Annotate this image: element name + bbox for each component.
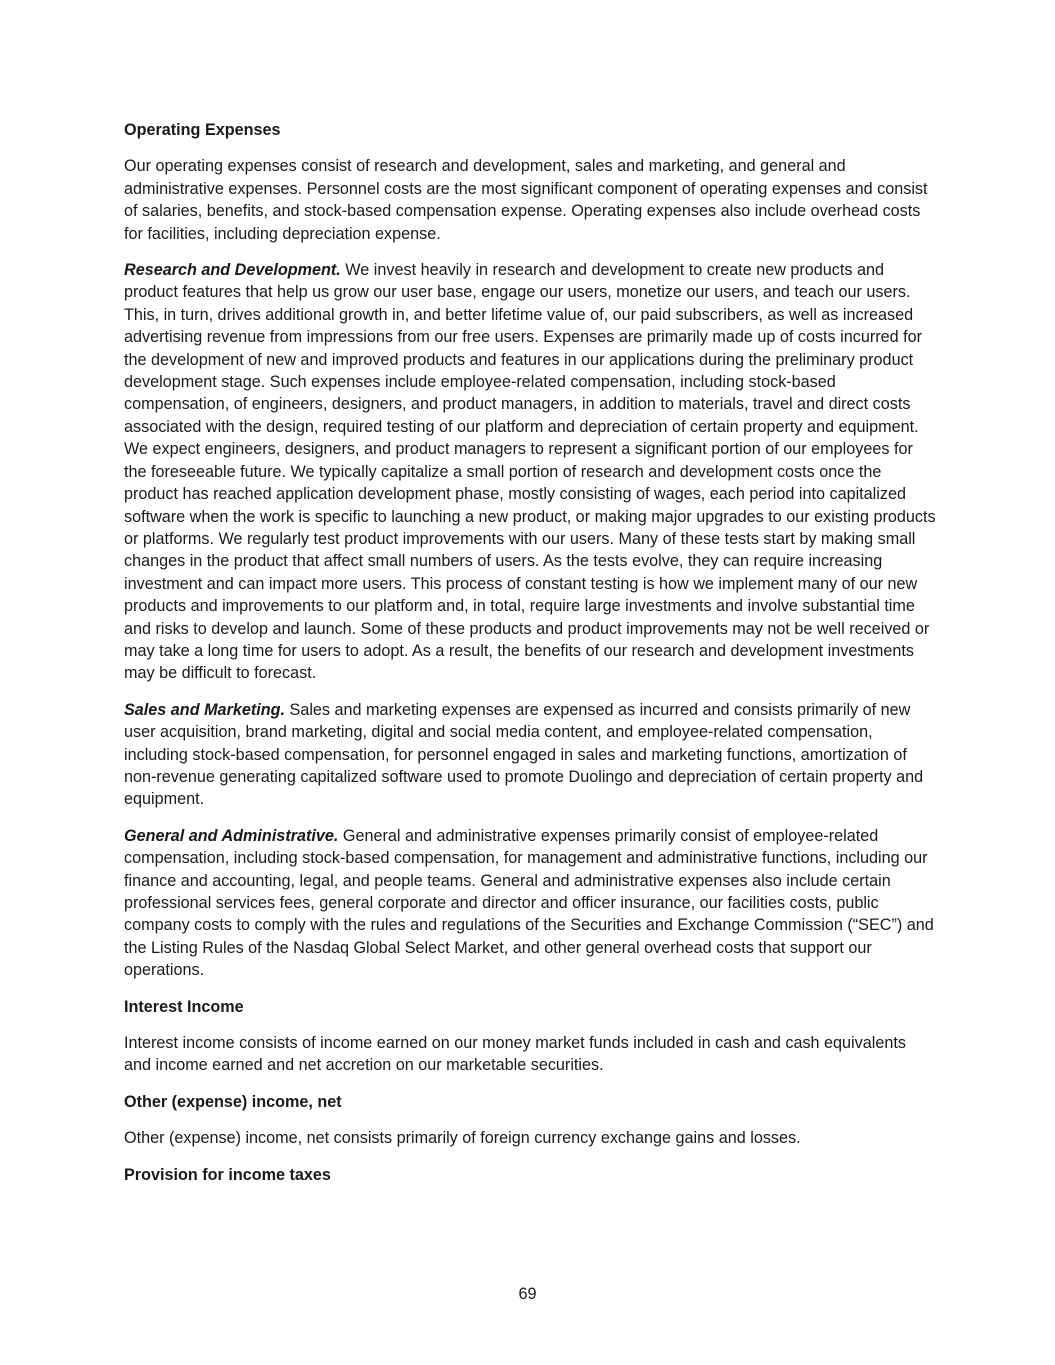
interest-income-paragraph: Interest income consists of income earned on our money market funds included in cash and cash equivalents and income earned and net accretion on our marketable securities. (124, 1034, 906, 1075)
sales-marketing-paragraph (124, 699, 936, 811)
page-number: 69 (518, 1285, 537, 1303)
research-development-lead: Research and Development. (124, 261, 341, 280)
interest-income-heading: Interest Income (124, 997, 244, 1016)
sales-marketing-lead: Sales and Marketing. (124, 700, 286, 719)
income-taxes-heading: Provision for income taxes (124, 1165, 331, 1184)
other-income-paragraph: Other (expense) income, net consists primarily of foreign currency exchange gains and losses. (124, 1129, 801, 1148)
operating-expenses-paragraph: Our operating expenses consist of research and development, sales and marketing, and general and administrative expenses. Personnel costs are the most significant component of operating expenses and consist of salaries, benefits, and stock-based compensation expense. Operating expenses also include overhead costs for facilities, including depreciation expense. (124, 157, 928, 243)
general-admin-lead: General and Administrative. (124, 826, 339, 845)
research-development-body: We invest heavily in research and development to create new products and product features that help us grow our user base, engage our users, monetize our users, and teach our users. This, in turn, drives additional growth in, and better lifetime value of, our paid subscribers, as well as increased advertising revenue from impressions from our free users. Expenses are primarily made up of costs incurred for the development of new and improved products and features in our applications during the preliminary product development stage. Such expenses include employee-related compensation, including stock-based compensation, of engineers, designers, and product managers, in addition to materials, travel and direct costs associated with the design, required testing of our platform and depreciation of certain property and equipment. We expect engineers, designers, and product managers to represent a significant portion of our employees for the foreseeable future. We typically capitalize a small portion of research and development costs once the product has reached application development phase, mostly consisting of wages, each period into capitalized software when the work is specific to launching a new product, or making major upgrades to our existing products or platforms. We regularly test product improvements with our users. Many of these tests start by making small changes in the product that affect small numbers of users. As the tests evolve, they can require increasing investment and can impact more users. This process of constant testing is how we implement many of our new products and improvements to our platform and, in total, require large investments and involve substantial time and risks to develop and launch. Some of these products and product improvements may not be well received or may take a long time for users to adopt. As a result, the benefits of our research and development investments may be difficult to forecast. (124, 261, 936, 683)
other-income-heading: Other (expense) income, net (124, 1092, 342, 1111)
sales-marketing-body: Sales and marketing expenses are expensed as incurred and consists primarily of new user acquisition, brand marketing, digital and social media content, and employee-related compensation, including stock-based compensation, for personnel engaged in sales and marketing functions, amortization of non-revenue generating capitalized software used to promote Duolingo and depreciation of certain property and equipment. (124, 700, 924, 809)
operating-expenses-heading: Operating Expenses (124, 121, 281, 139)
document-page (124, 119, 936, 1200)
general-admin-paragraph (124, 825, 936, 982)
general-admin-body: General and administrative expenses primarily consist of employee-related compensation, including stock-based compensation, for management and administrative functions, including our finance and accounting, legal, and people teams. General and administrative expenses also include certain professional services fees, general corporate and director and officer insurance, our facilities costs, public company costs to comply with the rules and regulations of the Securities and Exchange Commission (“SEC”) and the Listing Rules of the Nasdaq Global Select Market, and other general overhead costs that support our operations. (124, 826, 934, 980)
research-development-paragraph (124, 259, 936, 685)
